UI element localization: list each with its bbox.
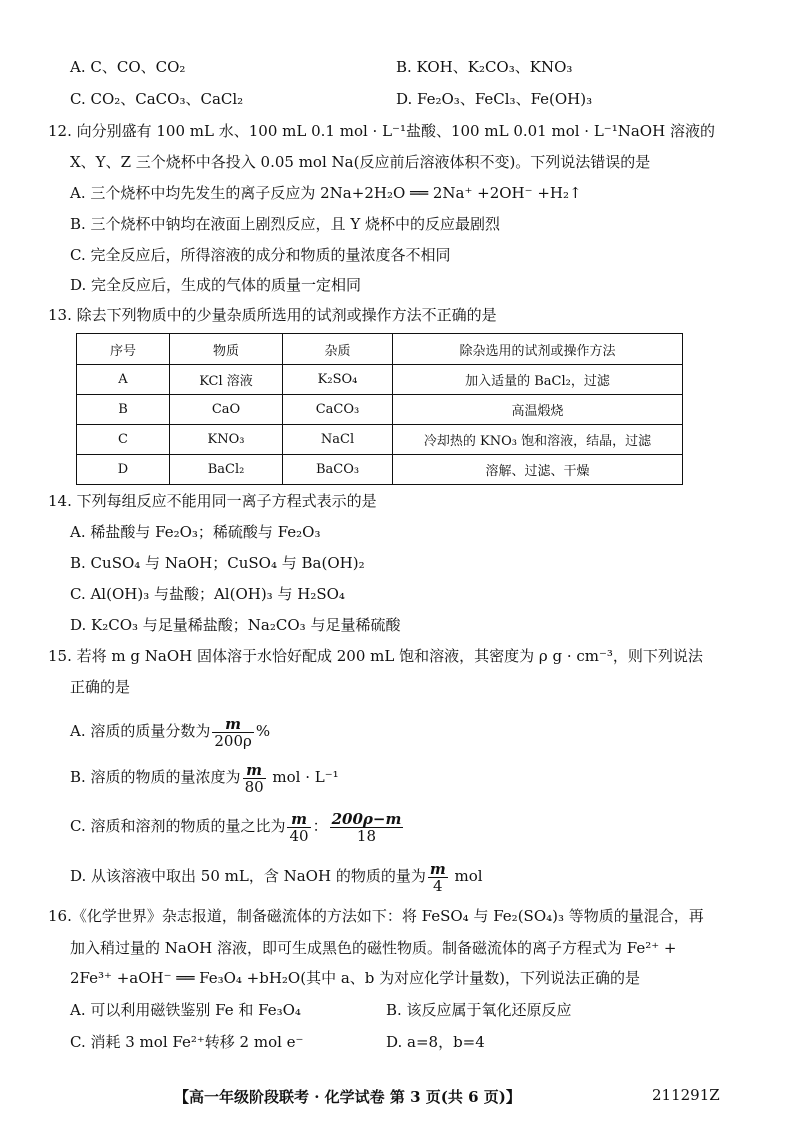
- option-11b: B. KOH、K₂CO₃、KNO₃: [396, 58, 573, 76]
- table-cell: NaCl: [283, 425, 393, 455]
- fraction-numerator: m: [212, 716, 253, 733]
- table-row: [77, 455, 683, 485]
- table-header-cell: 序号: [77, 334, 170, 365]
- fraction-denominator: 40: [289, 826, 309, 845]
- q15-stem-line2: 正确的是: [70, 678, 131, 696]
- q12-option-b: B. 三个烧杯中钠均在液面上剧烈反应，且 Y 烧杯中的反应最剧烈: [70, 215, 501, 233]
- q12-option-d: D. 完全反应后，生成的气体的质量一定相同: [70, 276, 362, 294]
- table-cell: B: [77, 395, 170, 425]
- fraction-denominator: 18: [356, 826, 376, 845]
- q15-c-fraction-2: [330, 811, 404, 844]
- exam-code: 211291Z: [652, 1086, 720, 1104]
- q16-stem-line2: 加入稍过量的 NaOH 溶液，即可生成黑色的磁性物质。制备磁流体的离子方程式为 Fe²⁺ +: [70, 939, 677, 957]
- q14-stem: 14. 下列每组反应不能用同一离子方程式表示的是: [48, 492, 377, 510]
- q13-table: [76, 333, 683, 485]
- fraction-numerator: 200ρ−m: [331, 809, 402, 828]
- fraction-denominator: 4: [432, 876, 443, 895]
- option-11a: A. C、CO、CO₂: [70, 58, 186, 76]
- table-header-cell: 杂质: [283, 334, 393, 365]
- option-11c: C. CO₂、CaCO₃、CaCl₂: [70, 90, 244, 108]
- table-cell: C: [77, 425, 170, 455]
- q15-a-suffix: %: [255, 722, 271, 740]
- table-cell: 冷却热的 KNO₃ 饱和溶液，结晶，过滤: [393, 425, 683, 455]
- table-cell: K₂SO₄: [283, 365, 393, 395]
- q16-stem-line1: 16.《化学世界》杂志报道，制备磁流体的方法如下：将 FeSO₄ 与 Fe₂(SO₄)₃ 等物质的量混合，再: [48, 907, 704, 925]
- table-row: [77, 425, 683, 455]
- table-cell: A: [77, 365, 170, 395]
- table-cell: CaO: [170, 395, 283, 425]
- q12-option-a: A. 三个烧杯中均先发生的离子反应为 2Na+2H₂O ══ 2Na⁺ +2OH⁻ +H₂↑: [70, 184, 582, 202]
- table-header-cell: 物质: [170, 334, 283, 365]
- q15-b-text: B. 溶质的物质的量浓度为: [70, 768, 241, 786]
- q15-b-fraction: [243, 762, 266, 795]
- fraction-numerator: m: [287, 811, 310, 828]
- q15-option-b: [70, 759, 339, 795]
- table-cell: 加入适量的 BaCl₂，过滤: [393, 365, 683, 395]
- q15-b-suffix: mol · L⁻¹: [267, 768, 339, 786]
- table-cell: BaCl₂: [170, 455, 283, 485]
- q14-option-b: B. CuSO₄ 与 NaOH；CuSO₄ 与 Ba(OH)₂: [70, 554, 365, 572]
- q16-option-a: A. 可以利用磁铁鉴别 Fe 和 Fe₃O₄: [70, 1001, 301, 1019]
- table-cell: 高温煅烧: [393, 395, 683, 425]
- q15-d-suffix: mol: [449, 867, 483, 885]
- q15-c-fraction-1: [287, 811, 310, 844]
- q13-stem: 13. 除去下列物质中的少量杂质所选用的试剂或操作方法不正确的是: [48, 306, 497, 324]
- table-row: [77, 395, 683, 425]
- fraction-denominator: 200ρ: [214, 731, 252, 750]
- q16-stem-line3: 2Fe³⁺ +aOH⁻ ══ Fe₃O₄ +bH₂O(其中 a、b 为对应化学计量数)，下列说法正确的是: [70, 969, 641, 987]
- table-row: [77, 365, 683, 395]
- fraction-denominator: 80: [244, 777, 264, 796]
- q14-option-d: D. K₂CO₃ 与足量稀盐酸；Na₂CO₃ 与足量稀硫酸: [70, 616, 401, 634]
- table-cell: KNO₃: [170, 425, 283, 455]
- page-footer: 【高一年级阶段联考 · 化学试卷 第 3 页(共 6 页)】: [174, 1088, 521, 1106]
- q16-option-b: B. 该反应属于氧化还原反应: [386, 1001, 572, 1019]
- q15-d-fraction: [428, 861, 448, 894]
- q15-option-d: [70, 858, 483, 894]
- q14-option-c: C. Al(OH)₃ 与盐酸；Al(OH)₃ 与 H₂SO₄: [70, 585, 345, 603]
- fraction-numerator: m: [429, 859, 446, 878]
- q14-option-a: A. 稀盐酸与 Fe₂O₃；稀硫酸与 Fe₂O₃: [70, 523, 321, 541]
- table-cell: CaCO₃: [283, 395, 393, 425]
- q15-option-c: [70, 808, 405, 844]
- q12-option-c: C. 完全反应后，所得溶液的成分和物质的量浓度各不相同: [70, 246, 451, 264]
- table-header-row: [77, 334, 683, 365]
- table-cell: KCl 溶液: [170, 365, 283, 395]
- fraction-numerator: m: [243, 762, 266, 779]
- table-cell: BaCO₃: [283, 455, 393, 485]
- q15-d-text: D. 从该溶液中取出 50 mL，含 NaOH 的物质的量为: [70, 867, 426, 885]
- table-cell: 溶解、过滤、干燥: [393, 455, 683, 485]
- q15-c-text: C. 溶质和溶剂的物质的量之比为: [70, 817, 286, 835]
- q16-option-c: C. 消耗 3 mol Fe²⁺转移 2 mol e⁻: [70, 1033, 304, 1051]
- option-11d: D. Fe₂O₃、FeCl₃、Fe(OH)₃: [396, 90, 593, 108]
- table-header-cell: 除杂选用的试剂或操作方法: [393, 334, 683, 365]
- q15-a-fraction: [212, 716, 253, 749]
- q12-stem-line2: X、Y、Z 三个烧杯中各投入 0.05 mol Na(反应前后溶液体积不变)。下列说法错误的是: [70, 153, 651, 171]
- q12-stem-line1: 12. 向分别盛有 100 mL 水、100 mL 0.1 mol · L⁻¹盐酸、100 mL 0.01 mol · L⁻¹NaOH 溶液的: [48, 122, 715, 140]
- q15-c-colon: ：: [312, 817, 328, 835]
- q16-option-d: D. a=8，b=4: [386, 1033, 485, 1051]
- q15-option-a: [70, 713, 270, 749]
- q15-stem-line1: 15. 若将 m g NaOH 固体溶于水恰好配成 200 mL 饱和溶液，其密度为 ρ g · cm⁻³，则下列说法: [48, 647, 703, 665]
- table-cell: D: [77, 455, 170, 485]
- q15-a-text: A. 溶质的质量分数为: [70, 722, 211, 740]
